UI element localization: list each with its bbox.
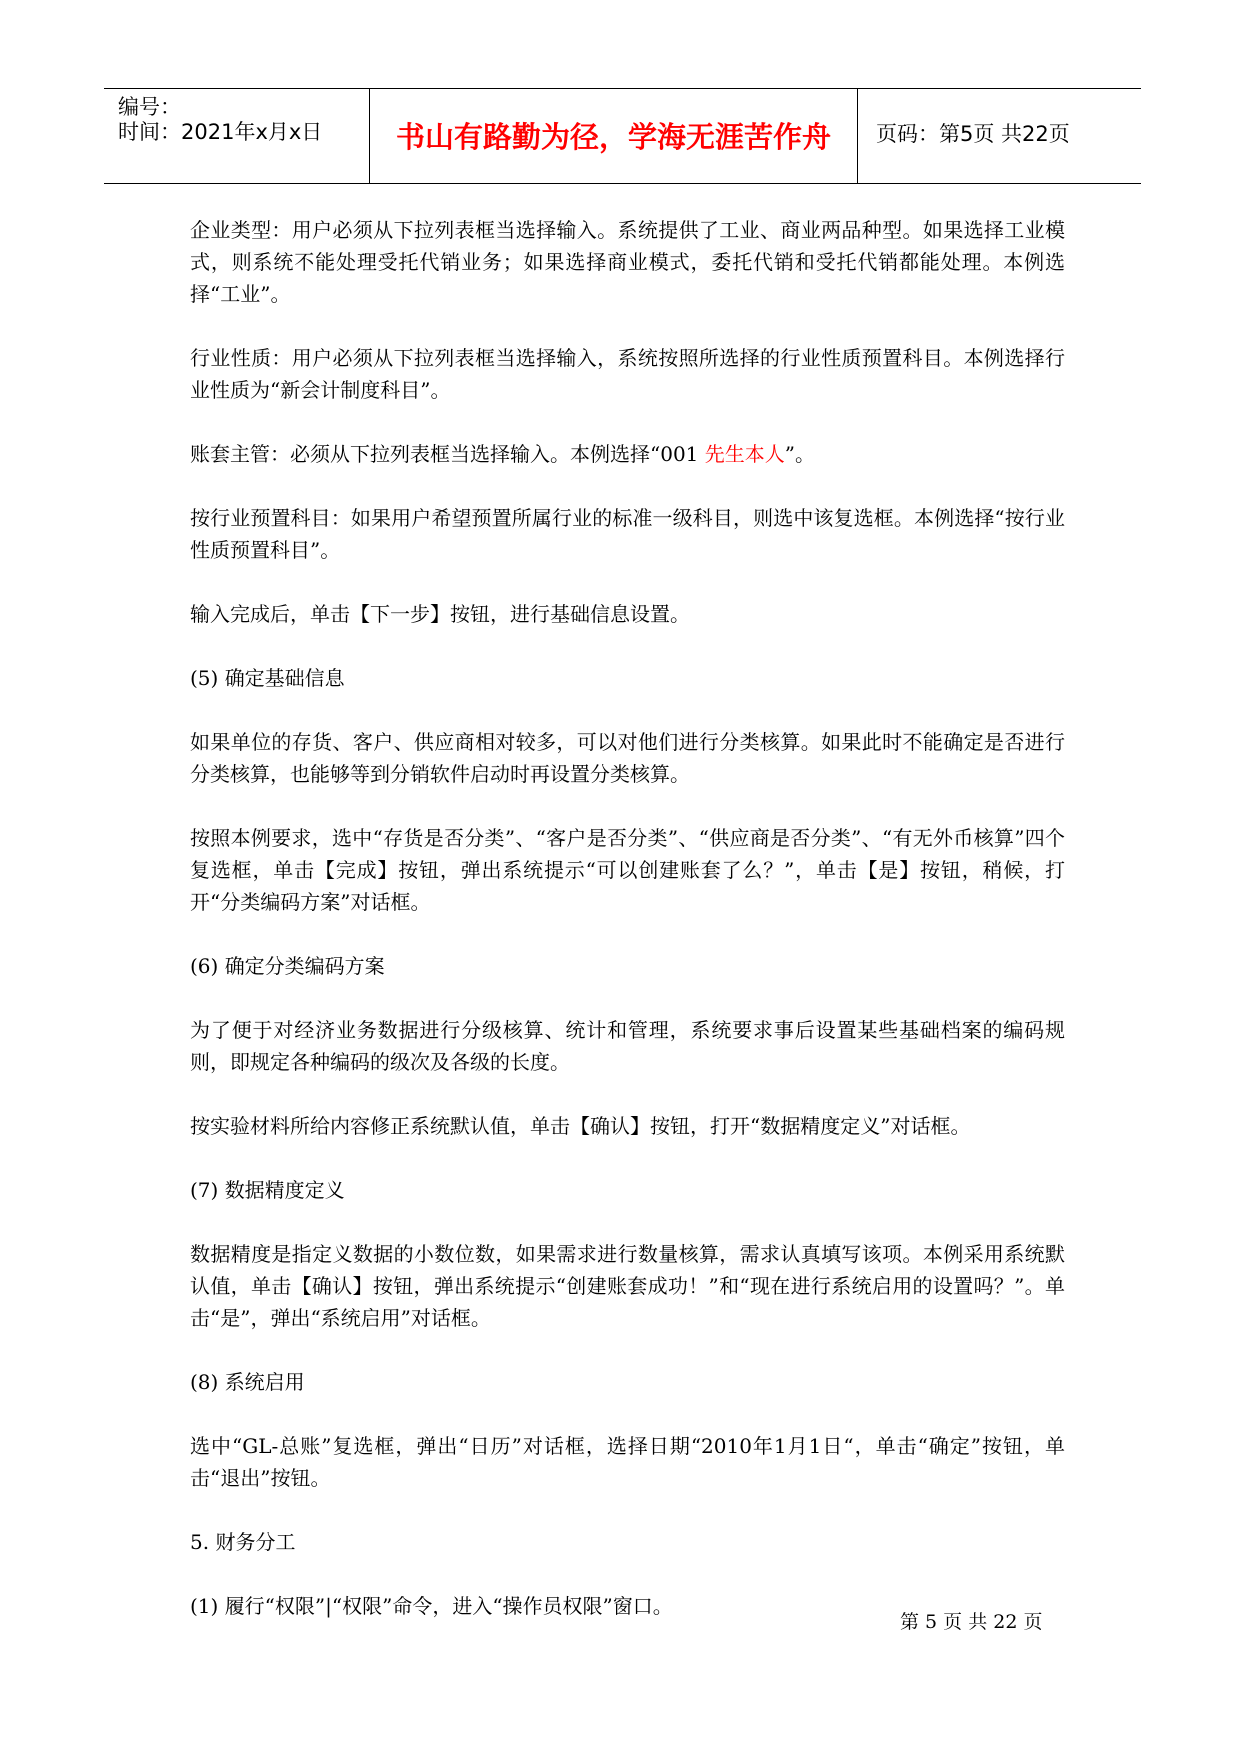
header-meta-cell (104, 89, 369, 183)
paragraph-supervisor-suffix: ”。 (784, 442, 815, 466)
paragraph-coding-rules: 为了便于对经济业务数据进行分级核算、统计和管理，系统要求事后设置某些基础档案的编码规则，即规定各种编码的级次及各级的长度。 (190, 1018, 1065, 1074)
heading-coding-scheme: (6) 确定分类编码方案 (190, 954, 385, 978)
header-motto-cell (369, 89, 858, 183)
heading-basic-info: (5) 确定基础信息 (190, 666, 345, 690)
document-body (190, 214, 1065, 1654)
header-motto: 书山有路勤为径，学海无涯苦作舟 (395, 120, 831, 154)
supervisor-name-highlight: 先生本人 (704, 442, 785, 466)
header-page-cell (858, 89, 1141, 183)
document-number-label: 编号： (118, 95, 181, 119)
paragraph-enable-gl: 选中“GL-总账”复选框，弹出“日历”对话框，选择日期“2010年1月1日“，单击“确定”按钮，单击“退出”按钮。 (190, 1434, 1065, 1490)
paragraph-permissions: (1) 履行“权限”|“权限”命令，进入“操作员权限”窗口。 (190, 1594, 673, 1618)
paragraph-account-supervisor (190, 438, 1065, 470)
paragraph-confirm-defaults: 按实验材料所给内容修正系统默认值，单击【确认】按钮，打开“数据精度定义”对话框。 (190, 1114, 971, 1138)
page-header (104, 88, 1141, 184)
paragraph-enterprise-type: 企业类型：用户必须从下拉列表框当选择输入。系统提供了工业、商业两品种型。如果选择工业模式，则系统不能处理受托代销业务；如果选择商业模式，委托代销和受托代销都能处理。本例选择“工业”。 (190, 218, 1065, 306)
paragraph-next-step: 输入完成后，单击【下一步】按钮，进行基础信息设置。 (190, 602, 690, 626)
header-page-info: 页码：第5页 共22页 (876, 122, 1070, 146)
paragraph-classification: 如果单位的存货、客户、供应商相对较多，可以对他们进行分类核算。如果此时不能确定是否进行分类核算，也能够等到分销软件启动时再设置分类核算。 (190, 730, 1065, 786)
paragraph-supervisor-prefix: 账套主管：必须从下拉列表框当选择输入。本例选择“001 (190, 442, 705, 466)
paragraph-precision-desc: 数据精度是指定义数据的小数位数，如果需求进行数量核算，需求认真填写该项。本例采用系统默认值，单击【确认】按钮，弹出系统提示“创建账套成功！”和“现在进行系统启用的设置吗？”。单击“是”，弹出“系统启用”对话框。 (190, 1242, 1065, 1330)
page-footer: 第 5 页 共 22 页 (900, 1611, 1043, 1633)
paragraph-industry-nature: 行业性质：用户必须从下拉列表框当选择输入，系统按照所选择的行业性质预置科目。本例选择行业性质为“新会计制度科目”。 (190, 346, 1065, 402)
heading-system-enable: (8) 系统启用 (190, 1370, 305, 1394)
document-time-label: 时间：2021年x月x日 (118, 120, 323, 144)
heading-data-precision: (7) 数据精度定义 (190, 1178, 345, 1202)
heading-finance-division: 5. 财务分工 (190, 1530, 296, 1554)
paragraph-checkboxes: 按照本例要求，选中“存货是否分类”、“客户是否分类”、“供应商是否分类”、“有无外币核算”四个复选框，单击【完成】按钮，弹出系统提示“可以创建账套了么？”，单击【是】按钮，稍候，打开“分类编码方案”对话框。 (190, 826, 1065, 914)
paragraph-preset-subjects: 按行业预置科目：如果用户希望预置所属行业的标准一级科目，则选中该复选框。本例选择“按行业性质预置科目”。 (190, 506, 1065, 562)
